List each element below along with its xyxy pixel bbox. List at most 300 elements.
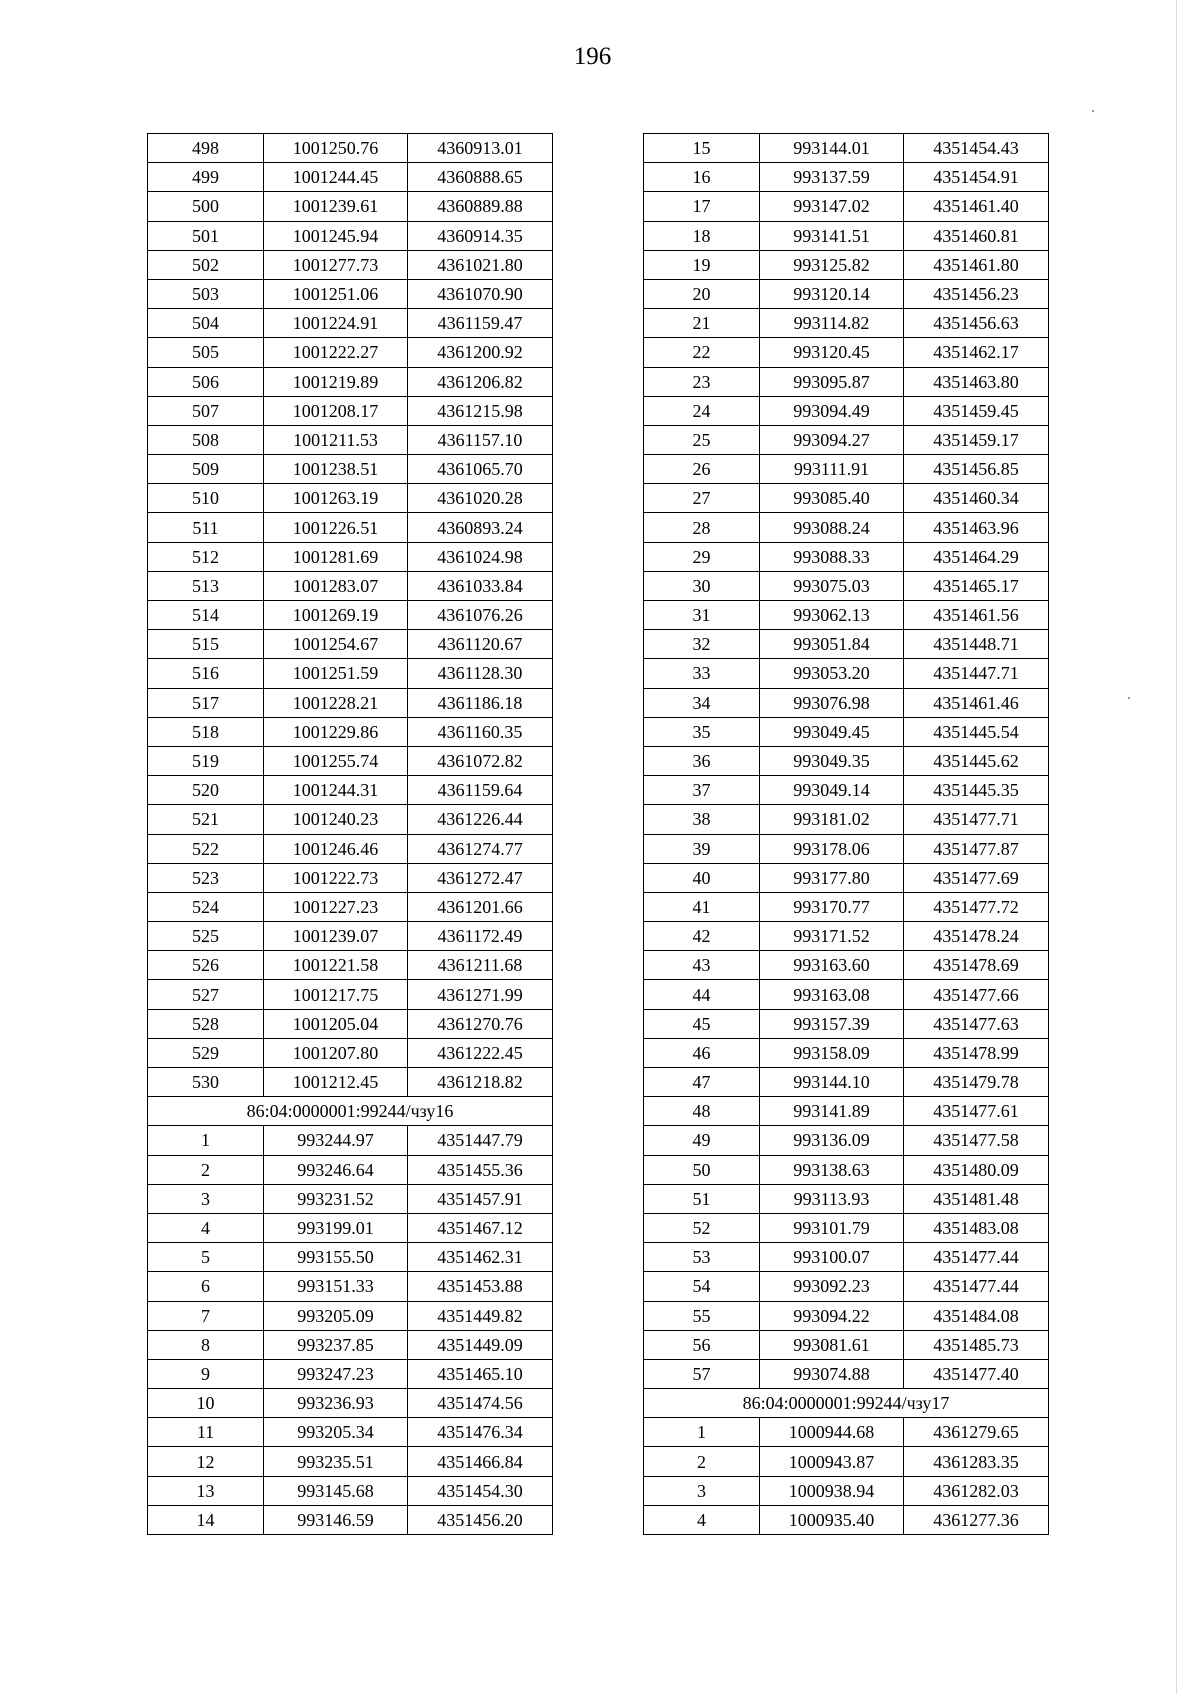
point-number-cell: 16 (644, 163, 760, 192)
y-coordinate-cell: 4351467.12 (408, 1213, 553, 1242)
y-coordinate-cell: 4351459.45 (904, 396, 1049, 425)
table-row (148, 396, 553, 425)
x-coordinate-cell: 993101.79 (760, 1213, 904, 1242)
point-number-cell: 6 (148, 1272, 264, 1301)
x-coordinate-cell: 993144.01 (760, 134, 904, 163)
point-number-cell: 499 (148, 163, 264, 192)
x-coordinate-cell: 993163.08 (760, 980, 904, 1009)
x-coordinate-cell: 993049.35 (760, 746, 904, 775)
point-number-cell: 498 (148, 134, 264, 163)
table-row (148, 863, 553, 892)
x-coordinate-cell: 1001217.75 (264, 980, 408, 1009)
table-row (148, 367, 553, 396)
x-coordinate-cell: 993181.02 (760, 805, 904, 834)
y-coordinate-cell: 4351453.88 (408, 1272, 553, 1301)
x-coordinate-cell: 1001277.73 (264, 250, 408, 279)
table-row (148, 250, 553, 279)
table-row (644, 1213, 1049, 1242)
y-coordinate-cell: 4351485.73 (904, 1330, 1049, 1359)
y-coordinate-cell: 4351481.48 (904, 1184, 1049, 1213)
x-coordinate-cell: 993146.59 (264, 1505, 408, 1534)
x-coordinate-cell: 993136.09 (760, 1126, 904, 1155)
table-row (644, 1184, 1049, 1213)
x-coordinate-cell: 993081.61 (760, 1330, 904, 1359)
table-row (148, 1505, 553, 1534)
x-coordinate-cell: 1001246.46 (264, 834, 408, 863)
table-row (148, 630, 553, 659)
x-coordinate-cell: 1000938.94 (760, 1476, 904, 1505)
table-row (644, 1038, 1049, 1067)
table-row (644, 338, 1049, 367)
y-coordinate-cell: 4351465.17 (904, 571, 1049, 600)
table-row (148, 338, 553, 367)
table-row (148, 134, 553, 163)
table-row (148, 1184, 553, 1213)
point-number-cell: 515 (148, 630, 264, 659)
y-coordinate-cell: 4351464.29 (904, 542, 1049, 571)
table-row (148, 1155, 553, 1184)
table-row (148, 1359, 553, 1388)
x-coordinate-cell: 993246.64 (264, 1155, 408, 1184)
y-coordinate-cell: 4351461.56 (904, 601, 1049, 630)
table-row (148, 309, 553, 338)
point-number-cell: 529 (148, 1038, 264, 1067)
point-number-cell: 502 (148, 250, 264, 279)
y-coordinate-cell: 4361222.45 (408, 1038, 553, 1067)
y-coordinate-cell: 4351463.96 (904, 513, 1049, 542)
x-coordinate-cell: 993113.93 (760, 1184, 904, 1213)
y-coordinate-cell: 4361157.10 (408, 425, 553, 454)
y-coordinate-cell: 4361186.18 (408, 688, 553, 717)
y-coordinate-cell: 4361159.47 (408, 309, 553, 338)
x-coordinate-cell: 993085.40 (760, 484, 904, 513)
table-row (148, 571, 553, 600)
y-coordinate-cell: 4351449.09 (408, 1330, 553, 1359)
y-coordinate-cell: 4361065.70 (408, 455, 553, 484)
x-coordinate-cell: 993094.22 (760, 1301, 904, 1330)
x-coordinate-cell: 993141.89 (760, 1097, 904, 1126)
x-coordinate-cell: 1001239.61 (264, 192, 408, 221)
y-coordinate-cell: 4351478.24 (904, 922, 1049, 951)
point-number-cell: 21 (644, 309, 760, 338)
x-coordinate-cell: 993088.33 (760, 542, 904, 571)
table-row (644, 192, 1049, 221)
y-coordinate-cell: 4351457.91 (408, 1184, 553, 1213)
x-coordinate-cell: 993199.01 (264, 1213, 408, 1242)
y-coordinate-cell: 4351483.08 (904, 1213, 1049, 1242)
point-number-cell: 524 (148, 892, 264, 921)
table-row (644, 892, 1049, 921)
table-row (644, 571, 1049, 600)
y-coordinate-cell: 4361270.76 (408, 1009, 553, 1038)
point-number-cell: 501 (148, 221, 264, 250)
table-row (148, 425, 553, 454)
table-row (148, 279, 553, 308)
y-coordinate-cell: 4351462.31 (408, 1243, 553, 1272)
point-number-cell: 513 (148, 571, 264, 600)
y-coordinate-cell: 4351454.91 (904, 163, 1049, 192)
point-number-cell: 28 (644, 513, 760, 542)
point-number-cell: 530 (148, 1068, 264, 1097)
table-row (148, 601, 553, 630)
y-coordinate-cell: 4351456.20 (408, 1505, 553, 1534)
table-row (644, 163, 1049, 192)
point-number-cell: 15 (644, 134, 760, 163)
table-row (644, 396, 1049, 425)
table-row (148, 1243, 553, 1272)
table-row (148, 1389, 553, 1418)
point-number-cell: 39 (644, 834, 760, 863)
point-number-cell: 519 (148, 746, 264, 775)
x-coordinate-cell: 993155.50 (264, 1243, 408, 1272)
point-number-cell: 35 (644, 717, 760, 746)
table-row (148, 746, 553, 775)
y-coordinate-cell: 4351445.35 (904, 776, 1049, 805)
point-number-cell: 53 (644, 1243, 760, 1272)
x-coordinate-cell: 1001207.80 (264, 1038, 408, 1067)
table-row (644, 1068, 1049, 1097)
table-row (644, 863, 1049, 892)
x-coordinate-cell: 1001255.74 (264, 746, 408, 775)
y-coordinate-cell: 4351454.43 (904, 134, 1049, 163)
y-coordinate-cell: 4361120.67 (408, 630, 553, 659)
y-coordinate-cell: 4361271.99 (408, 980, 553, 1009)
section-header-row (644, 1389, 1049, 1418)
point-number-cell: 41 (644, 892, 760, 921)
point-number-cell: 18 (644, 221, 760, 250)
point-number-cell: 33 (644, 659, 760, 688)
y-coordinate-cell: 4361201.66 (408, 892, 553, 921)
table-row (644, 513, 1049, 542)
x-coordinate-cell: 993157.39 (760, 1009, 904, 1038)
table-row (148, 834, 553, 863)
point-number-cell: 509 (148, 455, 264, 484)
y-coordinate-cell: 4351445.62 (904, 746, 1049, 775)
table-row (148, 1447, 553, 1476)
x-coordinate-cell: 1000935.40 (760, 1505, 904, 1534)
x-coordinate-cell: 1001205.04 (264, 1009, 408, 1038)
x-coordinate-cell: 1001269.19 (264, 601, 408, 630)
point-number-cell: 510 (148, 484, 264, 513)
table-row (148, 1418, 553, 1447)
point-number-cell: 508 (148, 425, 264, 454)
y-coordinate-cell: 4361274.77 (408, 834, 553, 863)
x-coordinate-cell: 1001251.59 (264, 659, 408, 688)
y-coordinate-cell: 4360913.01 (408, 134, 553, 163)
point-number-cell: 29 (644, 542, 760, 571)
table-row (148, 542, 553, 571)
x-coordinate-cell: 1001224.91 (264, 309, 408, 338)
x-coordinate-cell: 1001226.51 (264, 513, 408, 542)
table-row (644, 776, 1049, 805)
y-coordinate-cell: 4351463.80 (904, 367, 1049, 396)
x-coordinate-cell: 993163.60 (760, 951, 904, 980)
section-label: 86:04:0000001:99244/чзу16 (148, 1097, 553, 1126)
y-coordinate-cell: 4360888.65 (408, 163, 553, 192)
point-number-cell: 1 (148, 1126, 264, 1155)
scan-edge-line (1176, 0, 1177, 1694)
point-number-cell: 14 (148, 1505, 264, 1534)
y-coordinate-cell: 4360893.24 (408, 513, 553, 542)
x-coordinate-cell: 993114.82 (760, 309, 904, 338)
point-number-cell: 19 (644, 250, 760, 279)
x-coordinate-cell: 993171.52 (760, 922, 904, 951)
y-coordinate-cell: 4361215.98 (408, 396, 553, 425)
table-row (644, 1418, 1049, 1447)
y-coordinate-cell: 4351456.23 (904, 279, 1049, 308)
point-number-cell: 3 (644, 1476, 760, 1505)
x-coordinate-cell: 993247.23 (264, 1359, 408, 1388)
table-row (148, 892, 553, 921)
table-row (644, 601, 1049, 630)
y-coordinate-cell: 4360889.88 (408, 192, 553, 221)
table-row (644, 1330, 1049, 1359)
point-number-cell: 36 (644, 746, 760, 775)
table-row (148, 1213, 553, 1242)
x-coordinate-cell: 1001227.23 (264, 892, 408, 921)
x-coordinate-cell: 993088.24 (760, 513, 904, 542)
point-number-cell: 46 (644, 1038, 760, 1067)
page-number: 196 (573, 43, 612, 70)
y-coordinate-cell: 4351456.63 (904, 309, 1049, 338)
point-number-cell: 50 (644, 1155, 760, 1184)
y-coordinate-cell: 4351449.82 (408, 1301, 553, 1330)
point-number-cell: 511 (148, 513, 264, 542)
y-coordinate-cell: 4361272.47 (408, 863, 553, 892)
table-row (644, 134, 1049, 163)
y-coordinate-cell: 4351477.44 (904, 1272, 1049, 1301)
x-coordinate-cell: 993237.85 (264, 1330, 408, 1359)
point-number-cell: 22 (644, 338, 760, 367)
table-row (644, 805, 1049, 834)
scan-dot (1092, 110, 1094, 112)
table-row (644, 688, 1049, 717)
y-coordinate-cell: 4351477.66 (904, 980, 1049, 1009)
table-row (148, 659, 553, 688)
table-row (148, 951, 553, 980)
table-row (644, 484, 1049, 513)
x-coordinate-cell: 993236.93 (264, 1389, 408, 1418)
x-coordinate-cell: 993051.84 (760, 630, 904, 659)
point-number-cell: 2 (644, 1447, 760, 1476)
coordinates-table-left (147, 133, 553, 1535)
x-coordinate-cell: 993062.13 (760, 601, 904, 630)
x-coordinate-cell: 1001254.67 (264, 630, 408, 659)
point-number-cell: 4 (148, 1213, 264, 1242)
y-coordinate-cell: 4361211.68 (408, 951, 553, 980)
x-coordinate-cell: 1001239.07 (264, 922, 408, 951)
x-coordinate-cell: 1001244.31 (264, 776, 408, 805)
x-coordinate-cell: 1001240.23 (264, 805, 408, 834)
table-row (148, 513, 553, 542)
y-coordinate-cell: 4351456.85 (904, 455, 1049, 484)
x-coordinate-cell: 1001221.58 (264, 951, 408, 980)
table-row (148, 1126, 553, 1155)
y-coordinate-cell: 4351477.72 (904, 892, 1049, 921)
y-coordinate-cell: 4351477.61 (904, 1097, 1049, 1126)
y-coordinate-cell: 4361279.65 (904, 1418, 1049, 1447)
x-coordinate-cell: 1001222.27 (264, 338, 408, 367)
y-coordinate-cell: 4361070.90 (408, 279, 553, 308)
x-coordinate-cell: 1001245.94 (264, 221, 408, 250)
y-coordinate-cell: 4351447.79 (408, 1126, 553, 1155)
y-coordinate-cell: 4361283.35 (904, 1447, 1049, 1476)
y-coordinate-cell: 4351448.71 (904, 630, 1049, 659)
table-row (644, 542, 1049, 571)
x-coordinate-cell: 993094.27 (760, 425, 904, 454)
y-coordinate-cell: 4361172.49 (408, 922, 553, 951)
table-row (644, 250, 1049, 279)
x-coordinate-cell: 1001244.45 (264, 163, 408, 192)
table-row (644, 367, 1049, 396)
x-coordinate-cell: 993111.91 (760, 455, 904, 484)
x-coordinate-cell: 1001212.45 (264, 1068, 408, 1097)
point-number-cell: 55 (644, 1301, 760, 1330)
point-number-cell: 514 (148, 601, 264, 630)
table-row (148, 922, 553, 951)
x-coordinate-cell: 1000943.87 (760, 1447, 904, 1476)
y-coordinate-cell: 4351462.17 (904, 338, 1049, 367)
y-coordinate-cell: 4361160.35 (408, 717, 553, 746)
x-coordinate-cell: 993158.09 (760, 1038, 904, 1067)
x-coordinate-cell: 993144.10 (760, 1068, 904, 1097)
x-coordinate-cell: 993138.63 (760, 1155, 904, 1184)
x-coordinate-cell: 1001281.69 (264, 542, 408, 571)
point-number-cell: 507 (148, 396, 264, 425)
point-number-cell: 23 (644, 367, 760, 396)
table-row (148, 776, 553, 805)
point-number-cell: 51 (644, 1184, 760, 1213)
y-coordinate-cell: 4361128.30 (408, 659, 553, 688)
table-row (148, 163, 553, 192)
x-coordinate-cell: 993205.34 (264, 1418, 408, 1447)
x-coordinate-cell: 1001283.07 (264, 571, 408, 600)
x-coordinate-cell: 993049.45 (760, 717, 904, 746)
point-number-cell: 526 (148, 951, 264, 980)
y-coordinate-cell: 4351461.80 (904, 250, 1049, 279)
coordinates-table-right (643, 133, 1049, 1535)
y-coordinate-cell: 4361024.98 (408, 542, 553, 571)
table-row (644, 980, 1049, 1009)
y-coordinate-cell: 4351466.84 (408, 1447, 553, 1476)
table-row (148, 192, 553, 221)
x-coordinate-cell: 993205.09 (264, 1301, 408, 1330)
point-number-cell: 7 (148, 1301, 264, 1330)
x-coordinate-cell: 993074.88 (760, 1359, 904, 1388)
x-coordinate-cell: 993147.02 (760, 192, 904, 221)
x-coordinate-cell: 993151.33 (264, 1272, 408, 1301)
x-coordinate-cell: 993177.80 (760, 863, 904, 892)
x-coordinate-cell: 1001250.76 (264, 134, 408, 163)
table-row (644, 717, 1049, 746)
point-number-cell: 2 (148, 1155, 264, 1184)
x-coordinate-cell: 993120.14 (760, 279, 904, 308)
point-number-cell: 54 (644, 1272, 760, 1301)
y-coordinate-cell: 4351445.54 (904, 717, 1049, 746)
x-coordinate-cell: 1001211.53 (264, 425, 408, 454)
table-row (148, 688, 553, 717)
point-number-cell: 56 (644, 1330, 760, 1359)
x-coordinate-cell: 993076.98 (760, 688, 904, 717)
x-coordinate-cell: 993137.59 (760, 163, 904, 192)
table-row (644, 279, 1049, 308)
table-row (644, 309, 1049, 338)
point-number-cell: 47 (644, 1068, 760, 1097)
point-number-cell: 5 (148, 1243, 264, 1272)
table-row (644, 1272, 1049, 1301)
x-coordinate-cell: 993095.87 (760, 367, 904, 396)
point-number-cell: 32 (644, 630, 760, 659)
y-coordinate-cell: 4351465.10 (408, 1359, 553, 1388)
table-row (644, 746, 1049, 775)
point-number-cell: 48 (644, 1097, 760, 1126)
table-row (148, 484, 553, 513)
x-coordinate-cell: 993231.52 (264, 1184, 408, 1213)
point-number-cell: 500 (148, 192, 264, 221)
point-number-cell: 10 (148, 1389, 264, 1418)
point-number-cell: 20 (644, 279, 760, 308)
y-coordinate-cell: 4361072.82 (408, 746, 553, 775)
point-number-cell: 49 (644, 1126, 760, 1155)
point-number-cell: 26 (644, 455, 760, 484)
x-coordinate-cell: 1001263.19 (264, 484, 408, 513)
table-row (644, 221, 1049, 250)
table-row (644, 922, 1049, 951)
y-coordinate-cell: 4361021.80 (408, 250, 553, 279)
point-number-cell: 8 (148, 1330, 264, 1359)
table-row (644, 1126, 1049, 1155)
point-number-cell: 504 (148, 309, 264, 338)
table-row (148, 805, 553, 834)
table-row (644, 1009, 1049, 1038)
point-number-cell: 44 (644, 980, 760, 1009)
table-row (644, 1476, 1049, 1505)
y-coordinate-cell: 4351477.44 (904, 1243, 1049, 1272)
y-coordinate-cell: 4351460.81 (904, 221, 1049, 250)
y-coordinate-cell: 4351477.71 (904, 805, 1049, 834)
table-row (644, 630, 1049, 659)
table-row (148, 980, 553, 1009)
y-coordinate-cell: 4351477.40 (904, 1359, 1049, 1388)
point-number-cell: 516 (148, 659, 264, 688)
y-coordinate-cell: 4351461.46 (904, 688, 1049, 717)
table-row (644, 1447, 1049, 1476)
point-number-cell: 527 (148, 980, 264, 1009)
x-coordinate-cell: 993092.23 (760, 1272, 904, 1301)
point-number-cell: 11 (148, 1418, 264, 1447)
table-row (644, 425, 1049, 454)
table-row (644, 1505, 1049, 1534)
y-coordinate-cell: 4361206.82 (408, 367, 553, 396)
y-coordinate-cell: 4351479.78 (904, 1068, 1049, 1097)
point-number-cell: 522 (148, 834, 264, 863)
x-coordinate-cell: 993170.77 (760, 892, 904, 921)
table-row (644, 951, 1049, 980)
y-coordinate-cell: 4361282.03 (904, 1476, 1049, 1505)
scan-dot (1128, 697, 1130, 699)
point-number-cell: 57 (644, 1359, 760, 1388)
point-number-cell: 30 (644, 571, 760, 600)
table-row (148, 717, 553, 746)
point-number-cell: 505 (148, 338, 264, 367)
y-coordinate-cell: 4361076.26 (408, 601, 553, 630)
y-coordinate-cell: 4351477.87 (904, 834, 1049, 863)
table-row (644, 834, 1049, 863)
x-coordinate-cell: 1001238.51 (264, 455, 408, 484)
y-coordinate-cell: 4351454.30 (408, 1476, 553, 1505)
point-number-cell: 503 (148, 279, 264, 308)
point-number-cell: 43 (644, 951, 760, 980)
